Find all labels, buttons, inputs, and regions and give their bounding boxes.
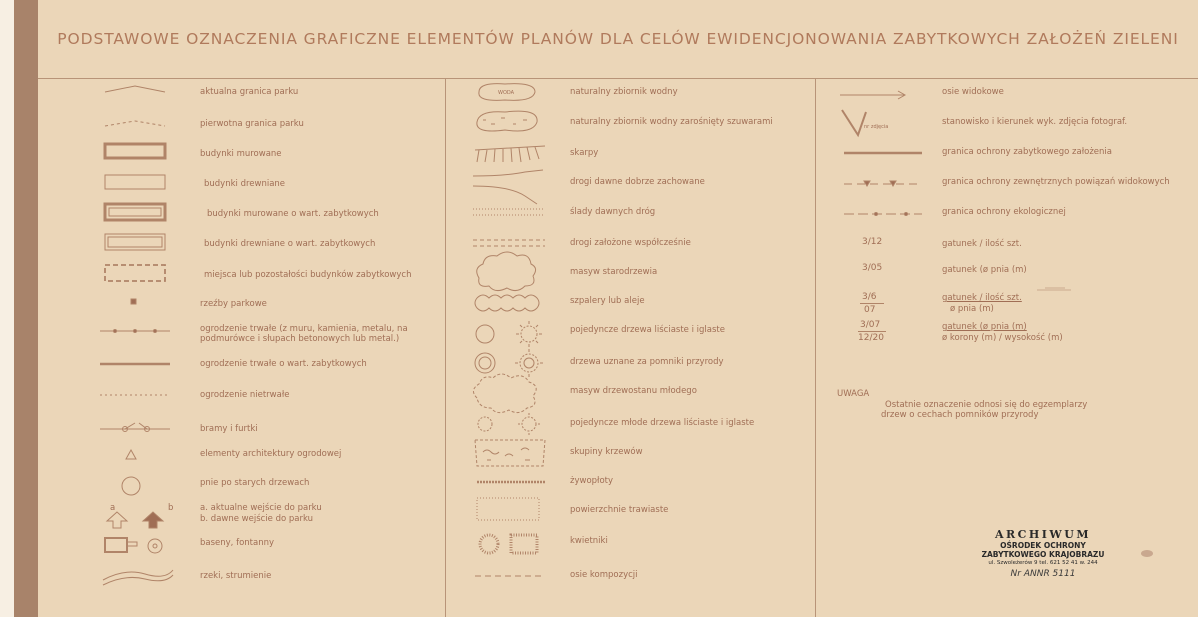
legend-label: masyw starodrzewia	[570, 267, 658, 277]
legend-label: naturalny zbiornik wodny zarośnięty szuwarami	[570, 117, 773, 127]
pool-symbol	[105, 538, 127, 552]
legend-label: a. aktualne wejście do parku	[200, 503, 322, 513]
legend-label: miejsca lub pozostałości budynków zabytkowych	[204, 270, 412, 280]
legend-label: powierzchnie trawiaste	[570, 505, 669, 515]
photo-number-label: nr zdjęcia	[864, 124, 889, 130]
legend-label: granica ochrony zabytkowego założenia	[942, 147, 1112, 157]
young-tree-mass-symbol	[473, 374, 536, 413]
water-inline-label: WODA	[498, 90, 515, 96]
legend-label: pierwotna granica parku	[200, 119, 304, 129]
entrance-mark-b: b	[168, 503, 174, 513]
legend-label: gatunek (ø pnia (m)	[942, 322, 1027, 332]
photo-station-symbol	[842, 110, 866, 135]
legend-label: kwietniki	[570, 536, 608, 546]
page-edge	[0, 0, 14, 617]
legend-label: ślady dawnych dróg	[570, 207, 656, 217]
species-code: 3/6	[862, 292, 877, 302]
monument-tree-symbol	[475, 353, 495, 373]
note-label: UWAGA	[837, 389, 870, 399]
column-divider-1	[445, 78, 446, 617]
column3-symbols	[830, 80, 930, 220]
legend-label: rzeki, strumienie	[200, 571, 272, 581]
stamp-line-3: ZABYTKOWEGO KRAJOBRAZU	[981, 550, 1105, 559]
conifer-tree-symbol	[521, 326, 537, 342]
monument-conifer-symbol	[520, 354, 538, 372]
lawn-symbol	[477, 498, 539, 520]
legend-label: skupiny krzewów	[570, 447, 643, 457]
legend-label: żywopłoty	[570, 476, 614, 486]
legend-label: osie kompozycji	[570, 570, 638, 580]
current-entrance-symbol	[107, 512, 127, 528]
binding-strip	[14, 0, 38, 617]
old-road-symbol	[473, 170, 543, 204]
deciduous-tree-symbol	[476, 325, 494, 343]
old-road-trace-symbol	[473, 209, 545, 215]
legend-label: aktualna granica parku	[200, 87, 299, 97]
legend-label: pojedyncze młode drzewa liściaste i iglaste	[570, 418, 755, 428]
fountain-symbol	[148, 539, 162, 553]
legend-label: pojedyncze drzewa liściaste i iglaste	[570, 325, 725, 335]
legend-label: ø pnia (m)	[950, 304, 994, 314]
stain-mark	[1141, 550, 1153, 557]
species-code: 3/05	[862, 263, 883, 273]
legend-label: masyw drzewostanu młodego	[570, 386, 697, 396]
legend-label: elementy architektury ogrodowej	[200, 449, 342, 459]
entrance-mark-a: a	[110, 503, 116, 513]
young-conifer-symbol	[522, 417, 536, 431]
legend-label: budynki drewniane	[204, 179, 286, 189]
legend-label: granica ochrony ekologicznej	[942, 207, 1066, 217]
species-code: 3/07	[860, 320, 881, 330]
old-tree-mass-symbol	[477, 252, 536, 291]
legend-label: pnie po starych drzewach	[200, 478, 310, 488]
legend-label: gatunek / ilość szt.	[942, 293, 1022, 303]
species-code: 3/12	[862, 237, 883, 247]
former-building-symbol	[105, 265, 165, 281]
note-text-2: drzew o cechach pomników przyrody	[881, 410, 1039, 420]
note-block	[837, 389, 1087, 420]
species-code: 07	[864, 305, 876, 315]
stamp-inventory-number: Nr ANNR 5111	[1010, 569, 1076, 579]
flowerbed-round-symbol	[480, 535, 498, 553]
sculpture-symbol	[131, 299, 136, 304]
legend-label: szpalery lub aleje	[570, 296, 645, 306]
wooden-building-symbol	[105, 175, 165, 189]
stamp-title: ARCHIWUM	[994, 528, 1092, 541]
flowerbed-rect-symbol	[511, 535, 537, 553]
legend-label: osie widokowe	[942, 87, 1004, 97]
original-boundary-symbol	[105, 121, 165, 126]
title-divider	[38, 78, 1198, 79]
legend-label: budynki murowane	[200, 149, 282, 159]
stamp-address: ul. Szwoleżerów 9 tel. 621 52 41 w. 244	[988, 560, 1098, 566]
legend-label: granica ochrony zewnętrznych powiązań widokowych	[942, 177, 1170, 187]
legend-label: drogi dawne dobrze zachowane	[570, 177, 705, 187]
legend-label: skarpy	[570, 148, 599, 158]
avenue-symbol	[475, 295, 539, 311]
page-title: PODSTAWOWE OZNACZENIA GRAFICZNE ELEMENTÓW PLANÓW DLA CELÓW EWIDENCJONOWANIA ZABYTKOWYCH ZAŁOŻEŃ ZIELENI	[57, 30, 1179, 48]
legend-label: gatunek (ø pnia (m)	[942, 265, 1027, 275]
legend-label: stanowisko i kierunek wyk. zdjęcia fotograf.	[942, 117, 1128, 127]
legend-label: naturalny zbiornik wodny	[570, 87, 678, 97]
archive-stamp	[968, 528, 1118, 579]
legend-label: drogi założone współcześnie	[570, 238, 691, 248]
legend-label: rzeźby parkowe	[200, 299, 267, 309]
legend-label: gatunek / ilość szt.	[942, 239, 1022, 249]
shrub-group-symbol	[475, 440, 545, 466]
slope-symbol	[475, 146, 545, 162]
legend-label: drzewa uznane za pomniki przyrody	[570, 357, 724, 367]
overgrown-water-symbol	[477, 111, 537, 131]
legend-label: ogrodzenie trwałe (z muru, kamienia, metalu, na	[200, 324, 408, 334]
scribble-mark	[1035, 285, 1075, 295]
legend-label: bramy i furtki	[200, 424, 258, 434]
legend-label: baseny, fontanny	[200, 538, 275, 548]
historic-wooden-building-symbol	[105, 234, 165, 250]
former-entrance-symbol	[143, 512, 163, 528]
fraction-line	[858, 331, 886, 332]
brick-building-symbol	[105, 144, 165, 158]
column1-symbols	[95, 80, 185, 600]
current-boundary-symbol	[105, 86, 165, 92]
legend-label: ogrodzenie trwałe o wart. zabytkowych	[200, 359, 367, 369]
modern-road-symbol	[473, 240, 545, 246]
note-text-1: Ostatnie oznaczenie odnosi się do egzemplarzy	[885, 400, 1088, 410]
species-code: 12/20	[858, 333, 884, 343]
legend-label: b. dawne wejście do parku	[200, 514, 314, 524]
garden-architecture-symbol	[126, 450, 136, 459]
legend-label: podmurówce i słupach betonowych lub metal.)	[200, 334, 400, 344]
legend-label: budynki drewniane o wart. zabytkowych	[204, 239, 376, 249]
historic-brick-building-symbol	[105, 204, 165, 220]
stream-symbol	[103, 570, 173, 580]
tree-stump-symbol	[122, 477, 140, 495]
column2-symbols	[465, 80, 555, 590]
legend-label: ø korony (m) / wysokość (m)	[942, 333, 1063, 343]
stamp-line-2: OŚRODEK OCHRONY	[1000, 541, 1086, 550]
young-deciduous-symbol	[478, 417, 492, 431]
legend-label: budynki murowane o wart. zabytkowych	[207, 209, 379, 219]
legend-label: ogrodzenie nietrwałe	[200, 390, 290, 400]
fraction-line	[860, 303, 884, 304]
column-divider-2	[815, 78, 816, 617]
